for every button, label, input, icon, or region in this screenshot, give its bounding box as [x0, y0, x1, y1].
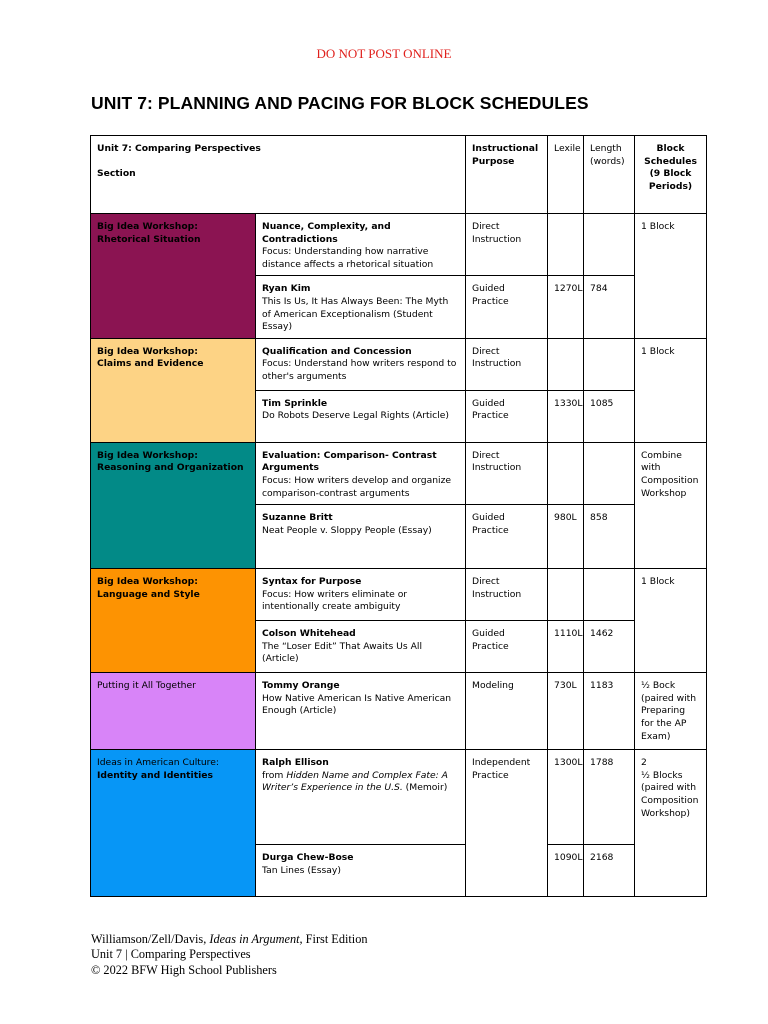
purpose-cell: Modeling — [466, 673, 548, 750]
lesson-title: Qualification and Concession — [262, 345, 412, 357]
lesson-desc: Focus: Understanding how narrative distance affects a rhetorical situation — [262, 246, 434, 270]
lexile-heading: Lexile — [548, 136, 584, 214]
block-cell: 1 Block — [635, 214, 707, 339]
lesson-desc: The “Loser Edit” That Awaits Us All (Article) — [262, 640, 422, 665]
lesson-desc: Do Robots Deserve Legal Rights (Article) — [262, 410, 450, 422]
lesson-cell — [256, 442, 466, 504]
lesson-cell — [256, 390, 466, 442]
lesson-desc-prefix: from — [262, 769, 287, 781]
lesson-desc: Focus: Understand how writers respond to other's arguments — [262, 358, 457, 382]
section-label-line: Reasoning and Organization — [97, 462, 244, 474]
lesson-title: Suzanne Britt — [262, 512, 333, 524]
lesson-desc: Neat People v. Sloppy People (Essay) — [262, 524, 432, 536]
table-row — [91, 673, 707, 750]
lesson-desc-italic: Hidden Name and Complex Fate: A Writer’s Experience in the U.S. — [262, 769, 448, 794]
section-label-american-culture — [91, 750, 256, 897]
block-cell: ½ Bock (paired with Preparing for the AP Exam) — [635, 673, 707, 750]
table-header-row — [91, 136, 707, 214]
section-label-line: Putting it All Together — [97, 680, 196, 692]
table-row — [91, 214, 707, 276]
lexile-cell: 1090L — [548, 845, 584, 897]
lesson-cell — [256, 505, 466, 569]
purpose-cell: Guided Practice — [466, 505, 548, 569]
lesson-cell — [256, 569, 466, 621]
lesson-title: Tim Sprinkle — [262, 397, 328, 409]
lexile-cell: 1300L — [548, 750, 584, 845]
section-label-line: Rhetorical Situation — [97, 233, 201, 245]
purpose-cell: Direct Instruction — [466, 338, 548, 390]
section-label-claims — [91, 338, 256, 442]
section-label-line: Big Idea Workshop: — [97, 221, 198, 232]
lexile-cell — [548, 442, 584, 504]
purpose-cell: Direct Instruction — [466, 442, 548, 504]
lesson-title: Durga Chew-Bose — [262, 852, 354, 864]
lesson-cell — [256, 750, 466, 845]
length-cell — [584, 442, 635, 504]
section-label-line: Big Idea Workshop: — [97, 449, 198, 461]
purpose-cell: Direct Instruction — [466, 569, 548, 621]
lesson-cell — [256, 845, 466, 897]
lexile-cell — [548, 569, 584, 621]
lexile-cell: 1270L — [548, 276, 584, 338]
purpose-cell: Guided Practice — [466, 621, 548, 673]
lesson-desc: Focus: How writers eliminate or intentionally create ambiguity — [262, 588, 408, 613]
block-note: ½ Blocks (paired with Composition Workshop) — [641, 769, 699, 819]
length-cell: 1085 — [584, 390, 635, 442]
table-row — [91, 569, 707, 621]
lexile-cell: 1110L — [548, 621, 584, 673]
lesson-desc: This Is Us, It Has Always Been: The Myth of American Exceptionalism (Student Essay) — [262, 295, 449, 333]
purpose-cell: Direct Instruction — [466, 214, 548, 276]
length-cell: 2168 — [584, 845, 635, 897]
table-row — [91, 750, 707, 845]
length-cell — [584, 214, 635, 276]
lesson-cell — [256, 214, 466, 276]
section-label-line: Identity and Identities — [97, 769, 213, 781]
purpose-cell: Independent Practice — [466, 750, 548, 897]
pacing-table — [90, 135, 707, 897]
lesson-desc: Focus: How writers develop and organize comparison-contrast arguments — [262, 474, 452, 499]
header-unit-cell — [91, 136, 466, 214]
lesson-cell — [256, 621, 466, 673]
lesson-cell — [256, 276, 466, 338]
lesson-title: Syntax for Purpose — [262, 576, 362, 588]
lesson-cell — [256, 673, 466, 750]
lexile-cell: 730L — [548, 673, 584, 750]
page-title: UNIT 7: PLANNING AND PACING FOR BLOCK SCHEDULES — [91, 93, 589, 113]
footer-copyright: © 2022 BFW High School Publishers — [91, 962, 277, 977]
lesson-title: Tommy Orange — [262, 680, 340, 692]
footer-book-title: Ideas in Argument, — [209, 932, 303, 946]
section-label-language — [91, 569, 256, 673]
lexile-cell — [548, 214, 584, 276]
length-heading: Length (words) — [584, 136, 635, 214]
length-cell: 1788 — [584, 750, 635, 845]
lesson-cell — [256, 338, 466, 390]
length-cell — [584, 569, 635, 621]
lexile-cell: 1330L — [548, 390, 584, 442]
section-label-line: Language and Style — [97, 588, 200, 600]
block-heading: Block Schedules (9 Block Periods) — [635, 136, 707, 214]
block-cell — [635, 750, 707, 897]
footer-edition: First Edition — [302, 932, 368, 946]
length-cell — [584, 338, 635, 390]
footer-unit: Unit 7 | Comparing Perspectives — [91, 947, 251, 962]
section-label-line: Big Idea Workshop: — [97, 576, 198, 588]
lesson-desc-suffix: (Memoir) — [402, 782, 448, 794]
block-cell: Combine with Composition Workshop — [635, 442, 707, 568]
length-cell: 1462 — [584, 621, 635, 673]
length-cell: 784 — [584, 276, 635, 338]
lesson-title: Nuance, Complexity, and Contradictions — [262, 221, 391, 245]
purpose-cell: Guided Practice — [466, 276, 548, 338]
purpose-heading: Instructional Purpose — [466, 136, 548, 214]
section-label-reasoning — [91, 442, 256, 568]
section-label-putting-together — [91, 673, 256, 750]
lesson-title: Colson Whitehead — [262, 628, 356, 640]
length-cell: 858 — [584, 505, 635, 569]
lesson-title: Ralph Ellison — [262, 757, 329, 769]
table-row — [91, 442, 707, 504]
lesson-desc: How Native American Is Native American Enough (Article) — [262, 692, 452, 717]
lexile-cell — [548, 338, 584, 390]
unit-heading: Unit 7: Comparing Perspectives — [97, 143, 261, 154]
table-row — [91, 338, 707, 390]
footer-authors: Williamson/Zell/Davis, — [91, 932, 210, 946]
lesson-title: Evaluation: Comparison- Contrast Arguments — [262, 449, 437, 474]
purpose-cell: Guided Practice — [466, 390, 548, 442]
length-cell: 1183 — [584, 673, 635, 750]
block-count: 2 — [641, 757, 647, 769]
section-heading: Section — [97, 168, 136, 180]
lesson-desc: Tan Lines (Essay) — [262, 864, 341, 876]
lexile-cell: 980L — [548, 505, 584, 569]
block-cell: 1 Block — [635, 338, 707, 442]
section-label-line: Ideas in American Culture: — [97, 757, 220, 769]
section-label-line: Claims and Evidence — [97, 358, 204, 370]
lesson-title: Ryan Kim — [262, 283, 311, 295]
page-footer — [91, 932, 368, 978]
block-cell: 1 Block — [635, 569, 707, 673]
do-not-post-warning: DO NOT POST ONLINE — [316, 46, 452, 61]
section-label-line: Big Idea Workshop: — [97, 345, 198, 357]
section-label-rhetorical — [91, 214, 256, 339]
